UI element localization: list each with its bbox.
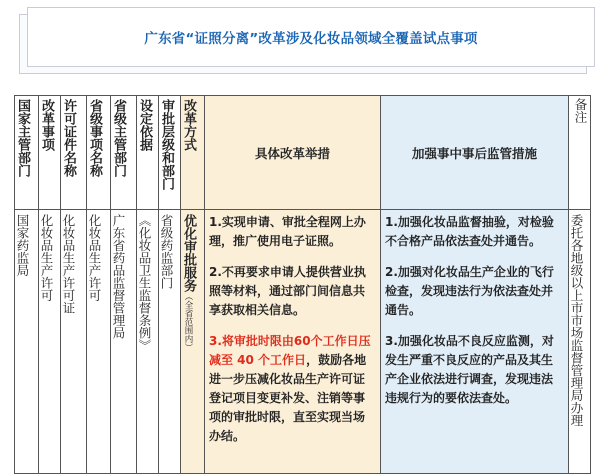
cell-approval-level: 省级药监部门	[159, 210, 181, 474]
header-provincial-dept: 省级主管部门	[111, 96, 137, 210]
page-title: 广东省“证照分离”改革涉及化妆品领域全覆盖试点事项	[144, 31, 478, 47]
header-license: 许可证件名称	[61, 96, 87, 210]
header-basis: 设定依据	[137, 96, 159, 210]
header-row	[15, 96, 591, 210]
cell-basis: 《化妆品卫生监督条例》	[137, 210, 159, 474]
header-item: 改革事项	[39, 96, 61, 210]
method-scope: （全省范围内）	[183, 292, 193, 352]
measure-3-rest: ，鼓励各地进一步压减化妆品生产许可证登记项目变更补发、注销等事项的审批时限，直至实现当场办结。	[209, 353, 367, 443]
measure-3	[209, 332, 376, 446]
header-note: 备注	[569, 96, 591, 210]
cell-item: 化妆品生产许可	[39, 210, 61, 474]
header-method: 改革方式	[181, 96, 205, 210]
cell-provincial-dept: 广东省药品监督管理局	[111, 210, 137, 474]
measure-1: 1.实现申请、审批全程网上办理，推广使用电子证照。	[209, 215, 366, 248]
cell-method	[181, 210, 205, 474]
reform-table	[14, 95, 591, 474]
header-measures: 具体改革举措	[205, 96, 381, 210]
supervision-1: 1.加强化妆品监督抽验，对检验不合格产品依法查处并通告。	[385, 215, 554, 248]
cell-license: 化妆品生产许可证	[61, 210, 87, 474]
table-row	[15, 210, 591, 474]
header-authority: 国家主管部门	[15, 96, 39, 210]
cell-measures	[205, 210, 381, 474]
supervision-2: 2.加强对化妆品生产企业的飞行检查，发现违法行为依法查处并通告。	[385, 265, 554, 317]
supervision-3: 3.加强化妆品不良反应监测，对发生严重不良反应的产品及其生产企业依法进行调查，发现违法违规行为的要依法查处。	[385, 334, 554, 405]
cell-provincial-item: 化妆品生产许可	[87, 210, 111, 474]
cell-authority: 国家药监局	[15, 210, 39, 474]
header-approval-level: 审批层级和部门	[159, 96, 181, 210]
cell-note: 委托各地级以上市市场监督管理局办理	[569, 210, 591, 474]
header-supervision: 加强事中事后监管措施	[381, 96, 569, 210]
method-main: 优化审批服务	[181, 214, 196, 292]
cell-supervision	[381, 210, 569, 474]
title-banner	[27, 7, 595, 67]
header-provincial-item: 省级事项名称	[87, 96, 111, 210]
measure-3-highlight: 3.将审批时限由60个工作日压减至 40 个工作日	[209, 334, 371, 367]
measure-2: 2.不再要求申请人提供营业执照等材料，通过部门间信息共享获取相关信息。	[209, 265, 366, 317]
